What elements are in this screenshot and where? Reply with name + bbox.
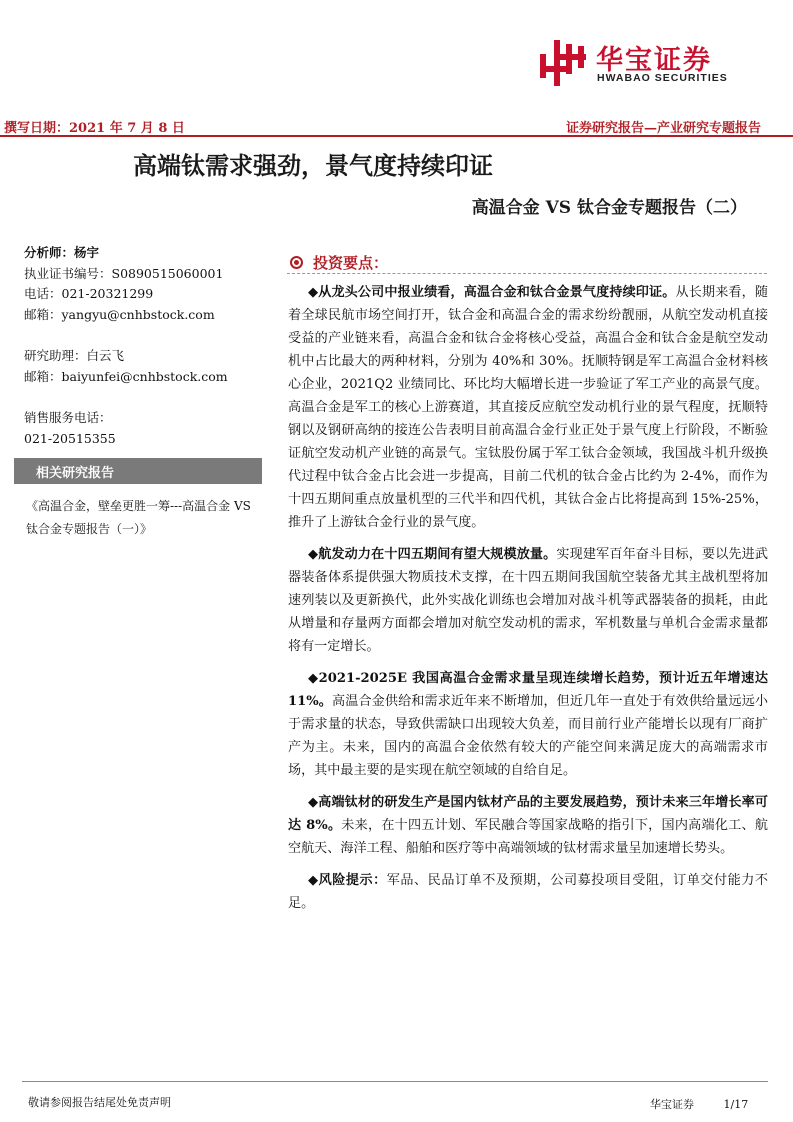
summary-paragraph (288, 791, 768, 860)
brand-name-cn: 华宝证券 (596, 45, 712, 76)
summary-paragraph (288, 667, 768, 782)
paragraph-lead: ◆航发动力在十四五期间有望大规模放量。 (308, 547, 557, 562)
brand-name-en: HWABAO SECURITIES (597, 72, 728, 84)
paragraph-body: 从长期来看，随着全球民航市场空间打开，钛合金和高温合金的需求纷纷靓丽，从航空发动机直接受益的产业链来看，高温合金和钛合金将核心受益，高温合金和钛合金是航空发动机中占比最大的两种材料，分别为 40%和 30%。抚顺特钢是军工高温合金材料核心企业，2021Q2 业绩同比、环比均大幅增长进一步验证了军工产业的高景气度。高温合金是军工的核心上游赛道，其直接反应航空发动机行业的景气程度，抚顺特钢以及钢研高纳的接连公告表明目前高温合金行业正处于景气度上行阶段，不断验证航空发动机产业链的高景气。宝钛股份属于军工钛合金领域，我国战斗机升级换代过程中钛合金占比会进一步提高，目前二代机的钛合金占比约为 2-4%，而作为十四五期间重点放量机型的三代半和四代机，其钛合金占比将提高到 15%-25%，推升了上游钛合金行业的景气度。 (288, 285, 768, 530)
hwabao-logo-icon (536, 36, 592, 88)
summary-content (288, 281, 768, 924)
report-series: 证券研究报告—产业研究专题报告 (565, 121, 761, 136)
footer-divider (22, 1081, 768, 1082)
summary-paragraph (288, 281, 768, 534)
paragraph-lead: ◆2021-2025E 我国高温合金需求量呈现连续增长趋势，预计近五年增速达 11%。 (288, 671, 768, 709)
footer-meta (650, 1096, 748, 1112)
paragraph-body: 未来，在十四五计划、军民融合等国家战略的指引下，国内高端化工、航空航天、海洋工程、船舶和医疗等中高端领域的钛材需求量呈加速增长势头。 (288, 818, 768, 856)
analyst-phone: 电话：021-20321299 (24, 286, 154, 301)
footer-disclaimer: 敬请参阅报告结尾处免责声明 (28, 1096, 171, 1109)
paragraph-lead: ◆高端钛材的研发生产是国内钛材产品的主要发展趋势，预计未来三年增长率可达 8%。 (288, 795, 768, 833)
section-divider (287, 273, 767, 274)
related-report-link[interactable]: 《高温合金，壁垒更胜一筹---高温合金 VS 钛合金专题报告（一）》 (26, 499, 251, 536)
target-icon (290, 256, 303, 269)
assistant-name: 研究助理：白云飞 (24, 348, 125, 363)
paragraph-lead: ◆从龙头公司中报业绩看，高温合金和钛合金景气度持续印证。 (308, 285, 676, 300)
header-bar (0, 115, 793, 137)
page-number: 1/17 (723, 1098, 749, 1111)
report-date: 撰写日期：2021 年 7 月 8 日 (4, 121, 185, 136)
analyst-sidebar (24, 243, 264, 449)
paragraph-lead: ◆风险提示： (308, 873, 387, 888)
company-logo (536, 36, 761, 88)
sales-label: 销售服务电话： (24, 410, 112, 425)
paragraph-body: 军品、民品订单不及预期，公司募投项目受阻，订单交付能力不足。 (288, 873, 768, 911)
related-reports-header: 相关研究报告 (14, 458, 262, 484)
summary-paragraph (288, 543, 768, 658)
assistant-email[interactable]: 邮箱：baiyunfei@cnhbstock.com (24, 368, 228, 384)
summary-paragraph (288, 869, 768, 915)
paragraph-body: 高温合金供给和需求近年来不断增加，但近几年一直处于有效供给量远远小于需求量的状态，导致供需缺口出现较大负差，而目前行业产能增长以现有厂商扩产为主。未来，国内的高温合金依然有较大的产能空间来满足庞大的高端需求市场，其中最主要的是实现在航空领域的自给自足。 (288, 694, 769, 778)
footer-brand: 华宝证券 (650, 1098, 694, 1111)
summary-heading (290, 252, 388, 273)
page-title: 高端钛需求强劲，景气度持续印证 (133, 151, 493, 180)
paragraph-body: 实现建军百年奋斗目标，要以先进武器装备体系提供强大物质技术支撑，在十四五期间我国航空装备尤其主战机型将加速列装以及更新换代，此外实战化训练也会增加对战斗机等武器装备的损耗，由此从增量和存量两方面都会增加对航空发动机的需求，军机数量与单机合金需求量都将有一定增长。 (288, 547, 768, 654)
analyst-cert: 执业证书编号：S0890515060001 (24, 265, 224, 281)
sales-phone: 021-20515355 (24, 430, 116, 446)
analyst-name: 分析师：杨宇 (24, 245, 100, 260)
page-subtitle: 高温合金 VS 钛合金专题报告（二） (471, 198, 747, 218)
summary-heading-text: 投资要点： (313, 254, 389, 272)
analyst-email[interactable]: 邮箱：yangyu@cnhbstock.com (24, 306, 215, 322)
